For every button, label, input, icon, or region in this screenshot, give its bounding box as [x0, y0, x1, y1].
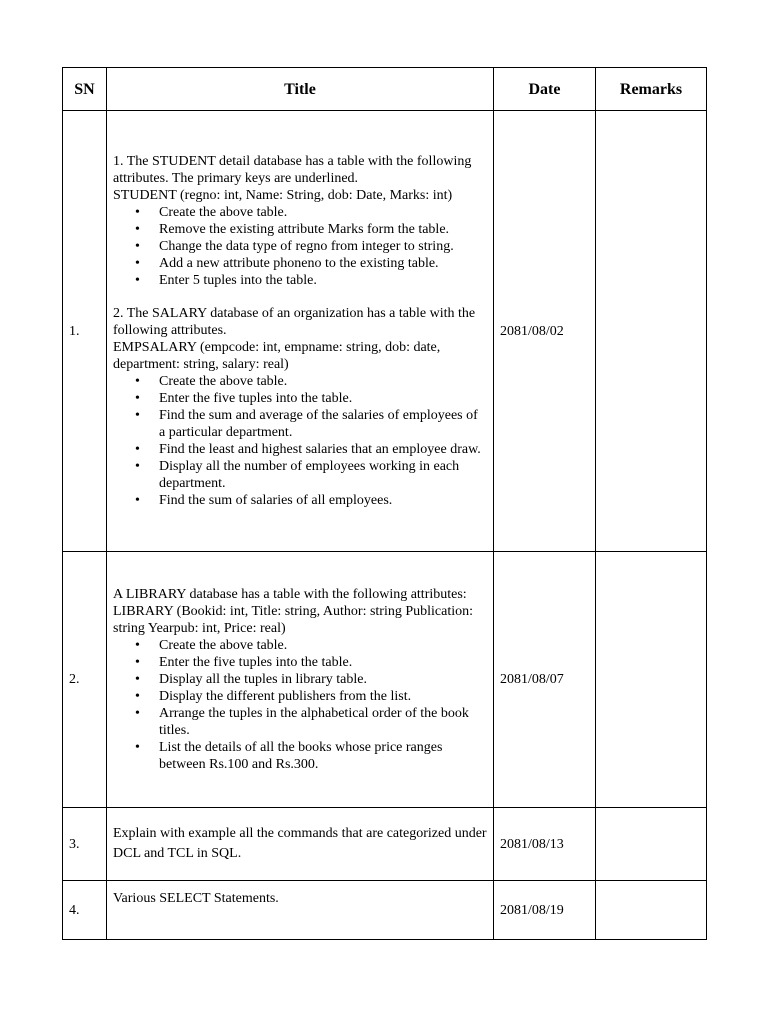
row-date: 2081/08/13 [494, 808, 596, 881]
row1-part2-intro: 2. The SALARY database of an organization has a table with the following attributes. [113, 306, 476, 338]
row-remarks [596, 552, 707, 808]
row1-part1-task-list [113, 204, 487, 289]
row-title [107, 111, 494, 552]
row2-task-list [113, 637, 487, 773]
list-item: • Display all the tuples in library table. [159, 671, 487, 688]
row-title [107, 552, 494, 808]
header-sn: SN [63, 68, 107, 111]
header-remarks: Remarks [596, 68, 707, 111]
list-item: • Find the least and highest salaries that an employee draw. [159, 441, 487, 458]
list-item: • Display all the number of employees working in each department. [159, 458, 487, 492]
table-row [63, 881, 707, 940]
list-item: • Create the above table. [159, 637, 487, 654]
row1-part1-intro: 1. The STUDENT detail database has a table with the following attributes. The primary keys are underlined. [113, 154, 472, 186]
list-item: • Enter 5 tuples into the table. [159, 272, 487, 289]
row-sn: 2. [63, 552, 107, 808]
list-item: • Add a new attribute phoneno to the existing table. [159, 255, 487, 272]
spacer [113, 289, 487, 305]
list-item: • Enter the five tuples into the table. [159, 654, 487, 671]
row-remarks [596, 808, 707, 881]
lab-work-table [62, 67, 707, 940]
header-title: Title [107, 68, 494, 111]
row-title: Explain with example all the commands that are categorized under DCL and TCL in SQL. [107, 808, 494, 881]
list-item: • Find the sum of salaries of all employees. [159, 492, 487, 509]
row-remarks [596, 881, 707, 940]
header-date: Date [494, 68, 596, 111]
row-date: 2081/08/19 [494, 881, 596, 940]
table-row [63, 808, 707, 881]
row-date: 2081/08/02 [494, 111, 596, 552]
row-sn: 3. [63, 808, 107, 881]
list-item: • Arrange the tuples in the alphabetical order of the book titles. [159, 705, 487, 739]
table-header-row [63, 68, 707, 111]
table-row [63, 111, 707, 552]
row2-schema: LIBRARY (Bookid: int, Title: string, Author: string Publication: string Yearpub: int, Price: real) [113, 604, 474, 636]
row-sn: 4. [63, 881, 107, 940]
row1-part2-schema: EMPSALARY (empcode: int, empname: string, dob: date, department: string, salary: real) [113, 340, 441, 372]
row-date: 2081/08/07 [494, 552, 596, 808]
list-item: • Remove the existing attribute Marks form the table. [159, 221, 487, 238]
row1-part1-schema: STUDENT (regno: int, Name: String, dob: Date, Marks: int) [113, 188, 453, 203]
table-row [63, 552, 707, 808]
row1-part2-task-list [113, 373, 487, 509]
list-item: • Enter the five tuples into the table. [159, 390, 487, 407]
row-sn: 1. [63, 111, 107, 552]
list-item: • Display the different publishers from the list. [159, 688, 487, 705]
row-remarks [596, 111, 707, 552]
row2-intro: A LIBRARY database has a table with the following attributes: [113, 587, 467, 602]
list-item: • List the details of all the books whose price ranges between Rs.100 and Rs.300. [159, 739, 487, 773]
list-item: • Change the data type of regno from integer to string. [159, 238, 487, 255]
list-item: • Find the sum and average of the salaries of employees of a particular department. [159, 407, 487, 441]
list-item: • Create the above table. [159, 373, 487, 390]
list-item: • Create the above table. [159, 204, 487, 221]
row-title: Various SELECT Statements. [107, 881, 494, 940]
